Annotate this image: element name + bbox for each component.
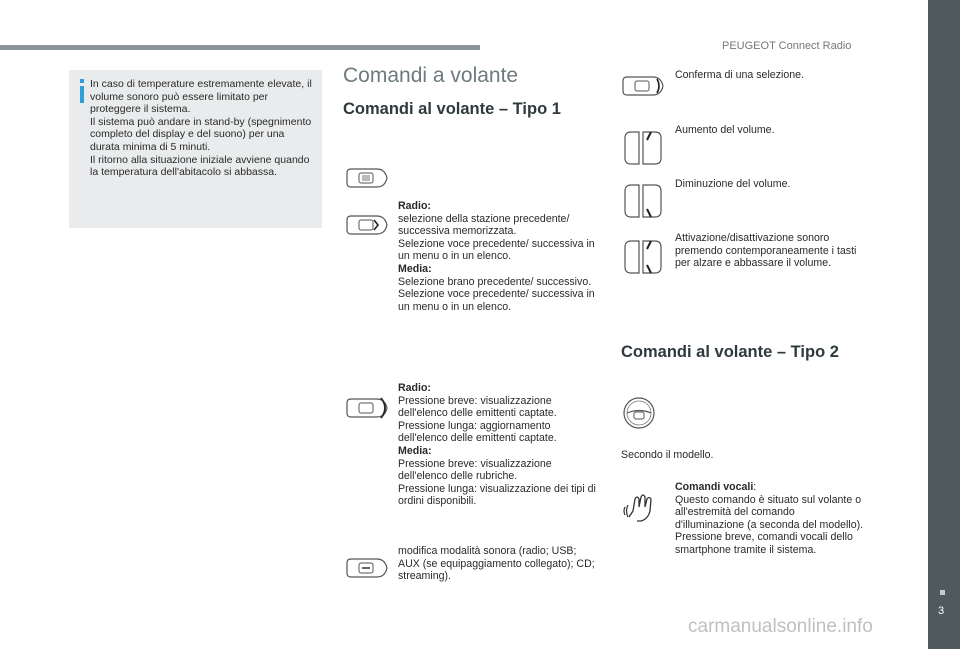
page-marker (940, 590, 945, 595)
voice-command-text: Questo comando è situato sul volante o all'estremità del comando d'illuminazione (a seconda del modello). Pressione breve, comandi vocali dello smartphone tramite il sistema. (675, 493, 864, 556)
tipo1-media2-label: Media: (398, 444, 432, 457)
watermark: carmanualsonline.info (688, 616, 873, 637)
tipo1-radio2-text: Pressione breve: visualizzazione dell'elenco delle emittenti captate. Pressione lunga: aggiornamento dell'elenco delle emittenti captate. (398, 394, 557, 445)
voice-command-colon: : (753, 481, 757, 493)
voice-command-block (675, 481, 865, 557)
tipo1-radio-label: Radio: (398, 200, 431, 212)
voice-command-icon (623, 493, 661, 523)
tipo1-radio2-label: Radio: (398, 382, 431, 394)
confirm-text: Conferma di una selezione. (675, 69, 804, 81)
volume-down-text: Diminuzione del volume. (675, 178, 791, 190)
info-note-text: In caso di temperature estremamente elevate, il volume sonoro può essere limitato per proteggere il sistema. Il sistema può andare in stand-by (spegnimento completo del display e del suono) per una durata minima di 5 minuti. Il ritorno alla situazione iniziale avviene quando la temperatura dell'abitacolo si abbassa. (90, 78, 312, 179)
info-note-box (69, 70, 322, 228)
steering-wheel-icon (622, 396, 656, 430)
tipo2-title: Comandi al volante – Tipo 2 (621, 343, 839, 361)
stalk-rotate-icon (345, 212, 391, 238)
voice-command-label: Comandi vocali (675, 481, 754, 493)
mute-icon (621, 237, 663, 277)
mute-text: Attivazione/disattivazione sonoro premendo contemporaneamente i tasti per alzare e abbassare il volume. (675, 232, 857, 270)
tipo1-radio-text: selezione della stazione precedente/ successiva memorizzata. Selezione voce precedente/ successiva in un menu o in un elenco. (398, 212, 595, 263)
top-rule (0, 45, 480, 50)
tipo1-radio-block (398, 200, 598, 313)
running-header: PEUGEOT Connect Radio (722, 40, 852, 52)
tipo1-media-text: Selezione brano precedente/ successivo. Selezione voce precedente/ successiva in un menu o in un elenco. (398, 275, 595, 313)
tipo1-media2-text: Pressione breve: visualizzazione dell'elenco delle rubriche. Pressione lunga: visualizzazione dei tipi di ordini disponibili. (398, 457, 596, 508)
page-number: 3 (938, 605, 945, 617)
volume-up-text: Aumento del volume. (675, 124, 775, 136)
right-edge-bar (928, 0, 960, 649)
volume-down-icon (621, 181, 663, 221)
info-icon (77, 79, 87, 103)
tipo1-source-text: modifica modalità sonora (radio; USB; AUX (se equipaggiamento collegato); CD; streaming). (398, 545, 595, 583)
tipo1-title: Comandi al volante – Tipo 1 (343, 100, 561, 118)
stalk-control-icon (345, 165, 391, 191)
section-title: Comandi a volante (343, 64, 519, 87)
tipo2-model-text: Secondo il modello. (621, 449, 714, 461)
tipo1-radio2-block (398, 382, 598, 508)
stalk-source-icon (345, 555, 391, 581)
tipo1-media-label: Media: (398, 262, 432, 275)
stalk-press-icon (621, 73, 667, 99)
stalk-end-button-icon (345, 395, 391, 421)
volume-up-icon (621, 128, 663, 168)
